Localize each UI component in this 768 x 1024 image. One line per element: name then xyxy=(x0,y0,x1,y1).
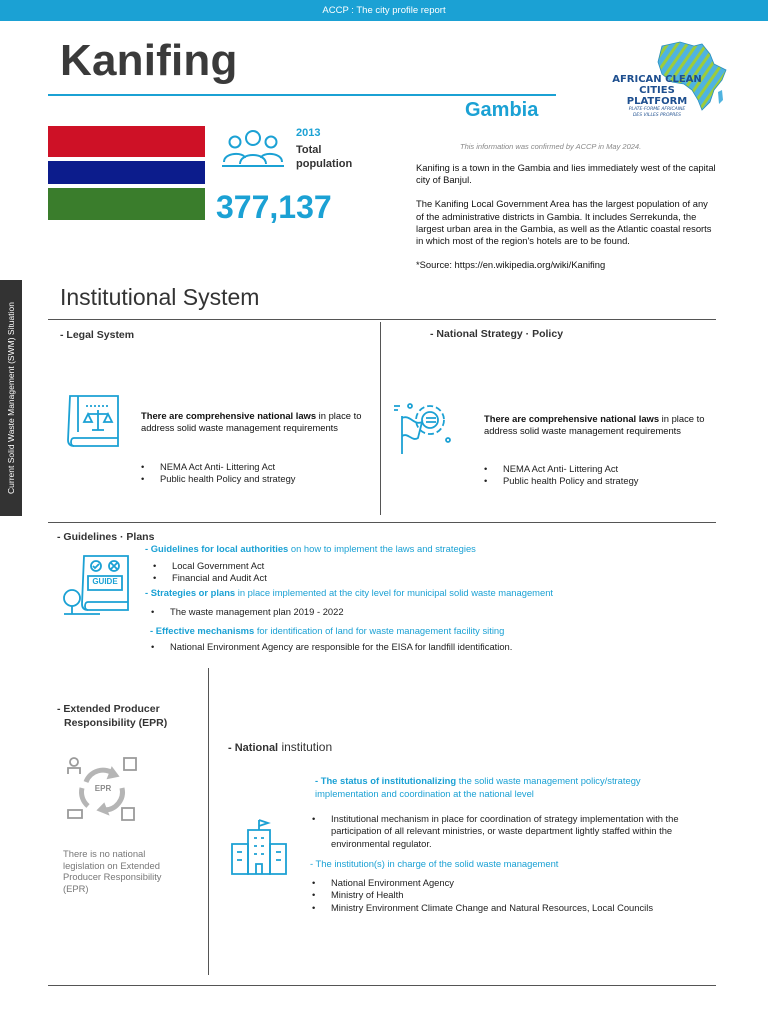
population-label-line-2: population xyxy=(296,158,353,170)
epr-icon-label: EPR xyxy=(94,784,112,793)
legal-heading: - Legal System xyxy=(60,329,135,341)
legal-statement xyxy=(141,410,373,434)
city-description xyxy=(416,162,716,283)
legal-item: • Public health Policy and strategy xyxy=(141,473,373,485)
guide-line xyxy=(145,543,705,555)
status-rest: the solid waste management policy/strategy implementation and coordination at the national level xyxy=(315,775,641,799)
flag-blue-band xyxy=(48,161,205,184)
legal-list xyxy=(141,461,373,486)
mechanism-list xyxy=(151,641,711,653)
plan-line xyxy=(145,587,715,599)
guide-item: • Local Government Act xyxy=(153,560,553,572)
gear-flag-icon xyxy=(390,396,460,456)
mechanism-item: • National Environment Agency are responsible for the EISA for landfill identification. xyxy=(151,641,711,653)
population-value: 377,137 xyxy=(216,189,332,225)
guide-item: • Financial and Audit Act xyxy=(153,572,553,584)
strategy-statement-rest: in place to address solid waste management requirements xyxy=(484,413,705,437)
city-title: Kanifing xyxy=(60,36,238,85)
side-tab-label: Current Solid Waste Management (SWM) Situation xyxy=(6,302,16,494)
epr-divider xyxy=(208,668,209,975)
charge-title: - The institution(s) in charge of the solid waste management xyxy=(310,858,559,869)
population-icon xyxy=(218,126,288,172)
guidelines-heading: - Guidelines · Plans xyxy=(57,531,155,543)
logo-line-2: CITIES PLATFORM xyxy=(626,85,688,107)
legal-statement-rest: in place to address solid waste management requirements xyxy=(141,410,362,434)
title-divider xyxy=(48,94,556,96)
guide-icon-label: GUIDE xyxy=(92,577,118,586)
confirmation-note: This information was confirmed by ACCP in May 2024. xyxy=(460,142,642,151)
institution-heading-bold: - National xyxy=(228,742,279,754)
strategy-statement xyxy=(484,413,712,437)
mechanism-rest: for identification of land for waste management facility siting xyxy=(254,625,505,636)
charge-item: • National Environment Agency xyxy=(312,877,732,889)
guide-bold: - Guidelines for local authorities xyxy=(145,543,289,554)
flag-red-band xyxy=(48,126,205,157)
charge-list xyxy=(312,877,732,914)
population-year: 2013 xyxy=(296,127,321,139)
legal-item: • NEMA Act Anti- Littering Act xyxy=(141,461,373,473)
strategy-heading: - National Strategy · Policy xyxy=(430,328,564,340)
description-paragraph-2: The Kanifing Local Government Area has the largest population of any of the administrative districts in Gambia. It includes Serrekunda, the largest urban area in the Gambia, as well as the Atlantic coastal resorts in which most of the region's hotels are to be found. xyxy=(416,198,712,247)
strategy-item: • Public health Policy and strategy xyxy=(484,475,712,487)
status-line xyxy=(315,775,695,800)
flag-green-band xyxy=(48,188,205,220)
guide-list xyxy=(153,560,553,585)
epr-heading-line-2: Responsibility (EPR) xyxy=(64,717,168,729)
logo-line-3: PLATE-FORME AFRICAINE xyxy=(628,107,686,112)
charge-item: • Ministry of Health xyxy=(312,889,732,901)
bottom-divider xyxy=(48,985,716,986)
mechanism-bold: - Effective mechanisms xyxy=(150,625,255,636)
recycle-icon xyxy=(64,754,142,824)
guidelines-divider xyxy=(48,522,716,523)
plan-bold: - Strategies or plans xyxy=(145,587,236,598)
guide-rest: on how to implement the laws and strategies xyxy=(288,543,476,554)
section-title: Institutional System xyxy=(60,284,260,310)
logo-line-4: DES VILLES PROPRES xyxy=(632,113,682,118)
institution-mechanism: • Institutional mechanism in place for coordination of strategy implementation with the participation of all relevant ministries, or waste department lightly staffed within the environmental regulator. xyxy=(312,813,692,850)
guide-book-icon xyxy=(60,554,134,616)
institution-heading xyxy=(228,740,332,754)
mechanism-detail-list xyxy=(312,813,692,850)
epr-note: There is no national legislation on Extended Producer Responsibility (EPR) xyxy=(63,848,162,894)
plan-list xyxy=(151,606,551,618)
status-bold: - The status of institutionalizing xyxy=(315,775,457,786)
epr-heading xyxy=(57,702,167,730)
strategy-statement-bold: There are comprehensive national laws xyxy=(484,413,660,424)
country-name: Gambia xyxy=(465,99,539,121)
strategy-list xyxy=(484,463,712,488)
plan-rest: in place implemented at the city level for municipal solid waste management xyxy=(235,587,554,598)
institution-heading-rest: institution xyxy=(278,740,333,754)
section-divider xyxy=(48,319,716,320)
population-label xyxy=(296,143,376,171)
mechanism-line xyxy=(150,625,710,637)
law-book-icon xyxy=(64,392,132,452)
logo-line-1: AFRICAN CLEAN xyxy=(612,74,702,85)
strategy-item: • NEMA Act Anti- Littering Act xyxy=(484,463,712,475)
top-banner: ACCP : The city profile report xyxy=(0,0,768,21)
column-divider xyxy=(380,322,381,515)
description-paragraph-1: Kanifing is a town in the Gambia and lies immediately west of the capital city of Banjul. xyxy=(416,162,716,186)
description-source: *Source: https://en.wikipedia.org/wiki/Kanifing xyxy=(416,259,606,271)
legal-statement-bold: There are comprehensive national laws xyxy=(141,410,317,421)
population-label-line-1: Total xyxy=(296,144,322,156)
charge-item: • Ministry Environment Climate Change and Natural Resources, Local Councils xyxy=(312,902,732,914)
building-icon xyxy=(228,818,290,876)
accp-logo xyxy=(610,40,735,118)
plan-item: • The waste management plan 2019 - 2022 xyxy=(151,606,551,618)
epr-heading-line-1: - Extended Producer xyxy=(57,703,160,715)
